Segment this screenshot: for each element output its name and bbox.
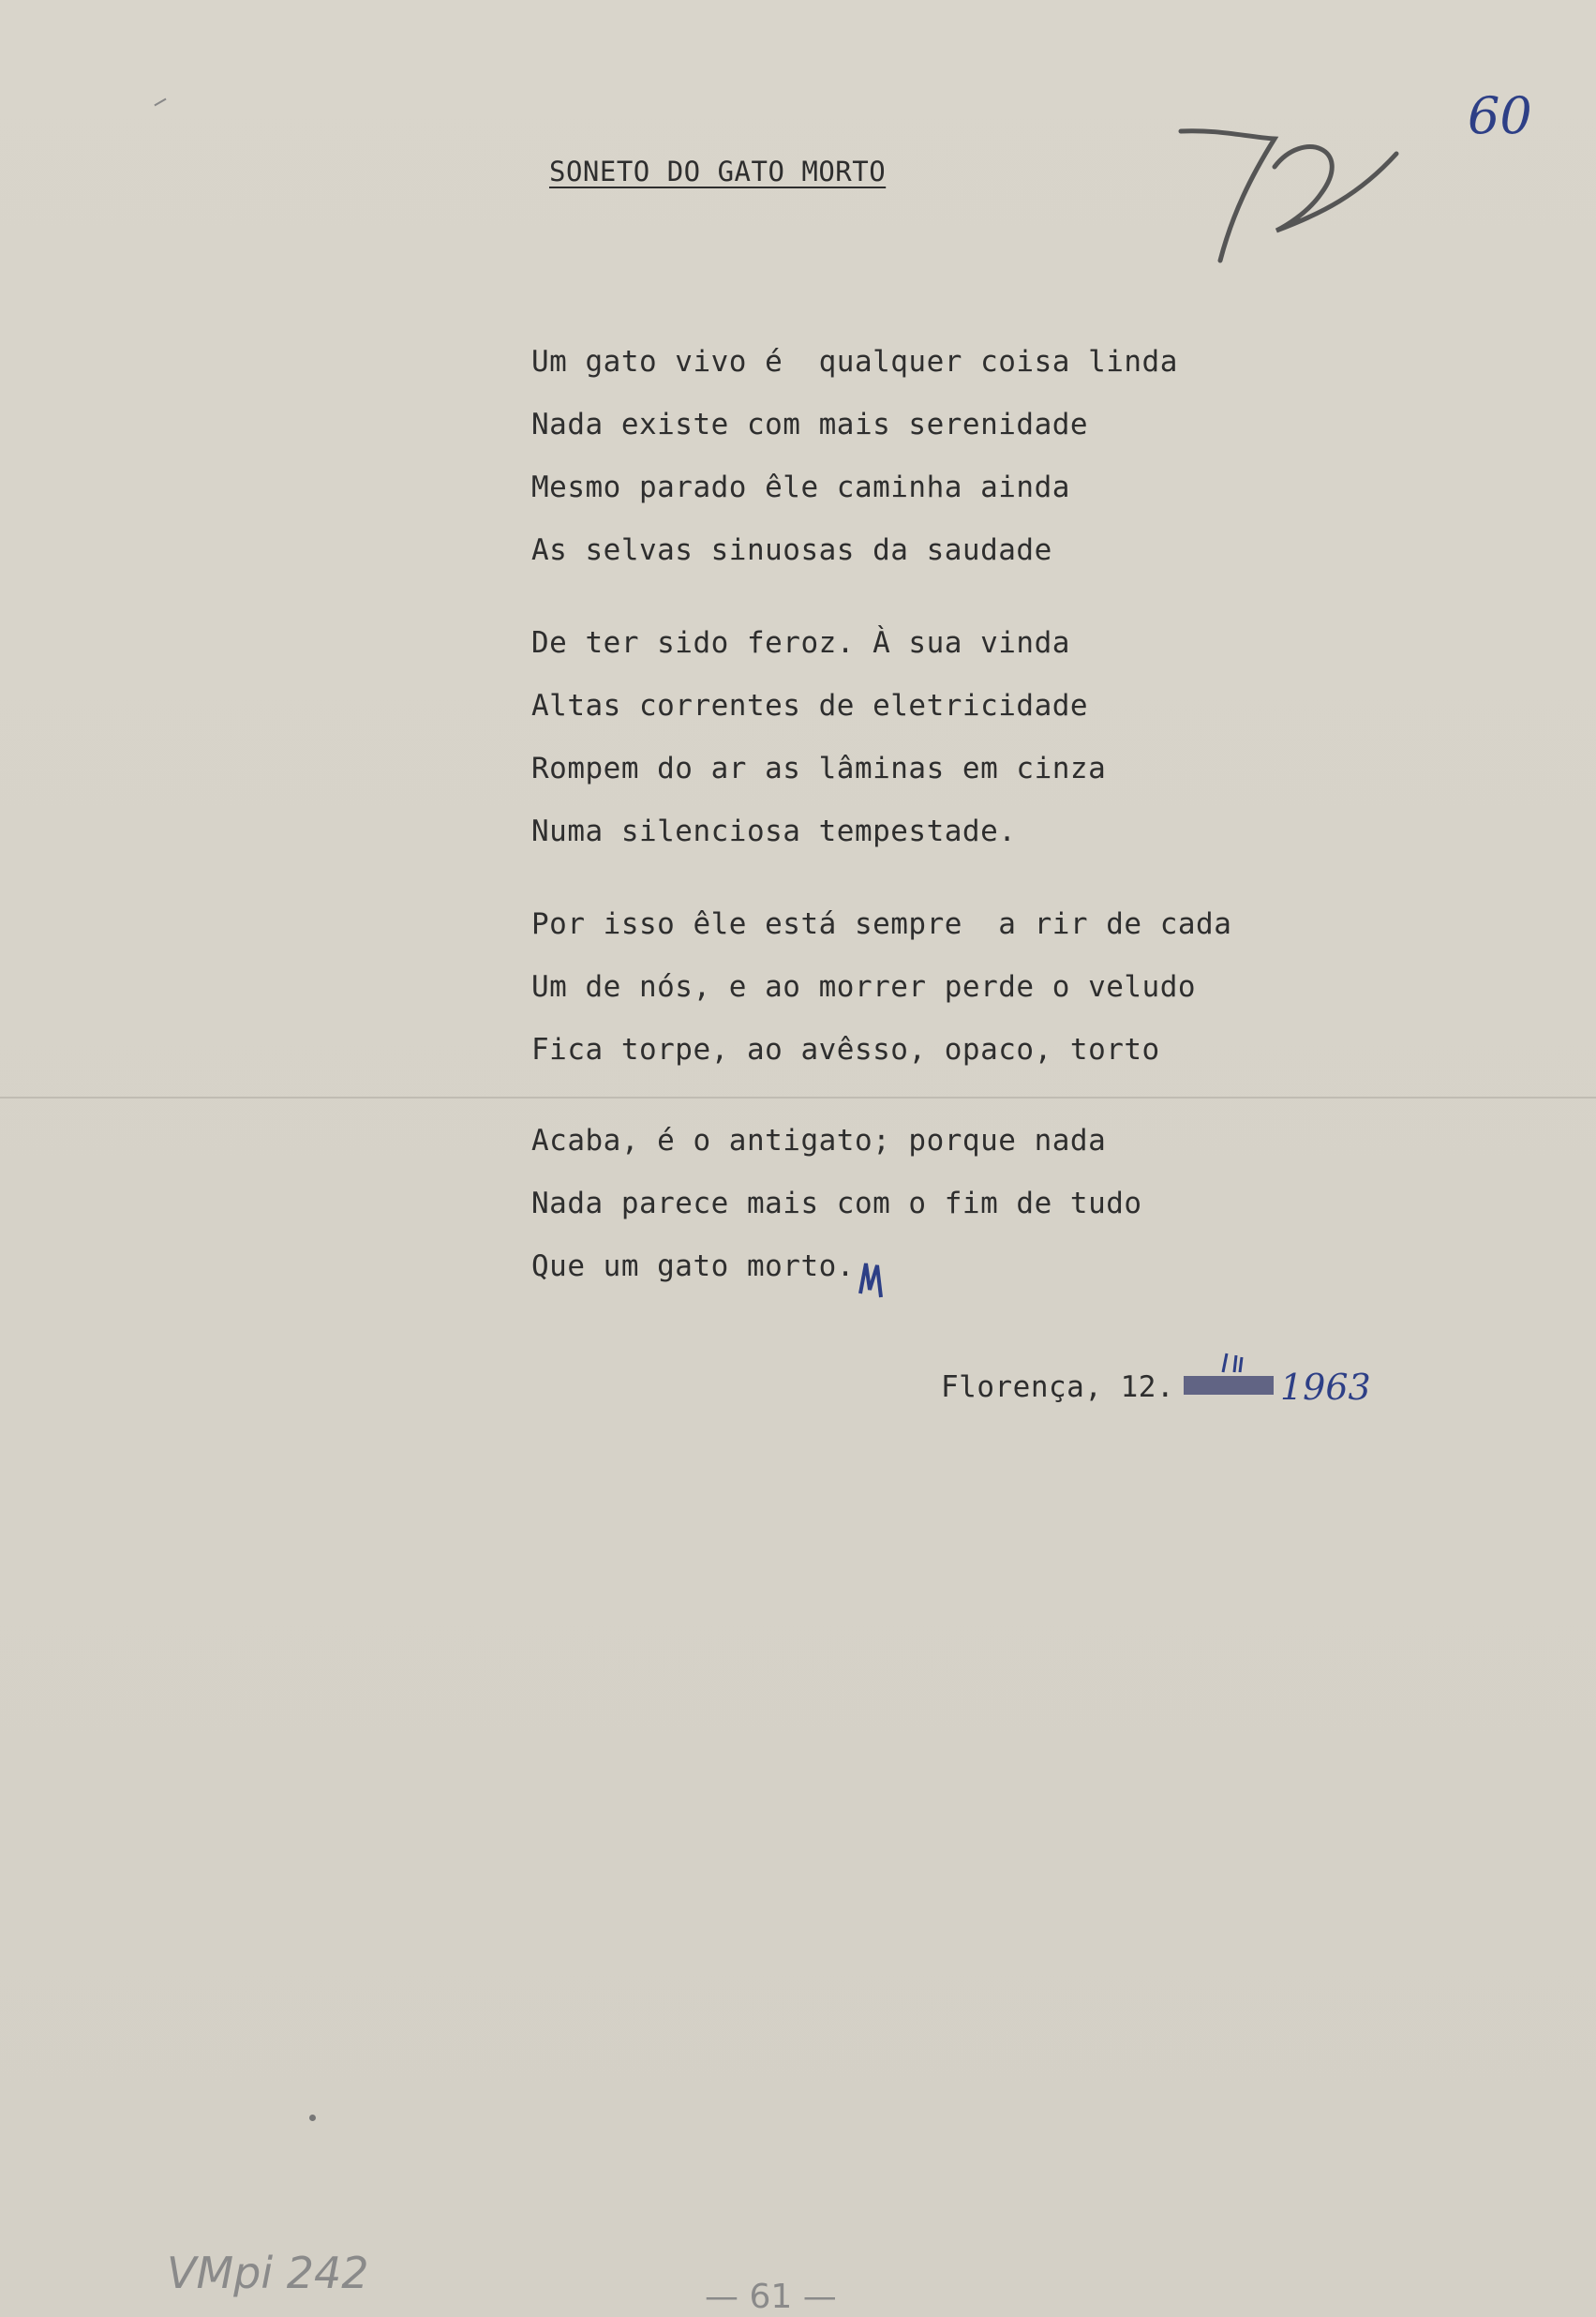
poem-line: De ter sido feroz. À sua vinda	[531, 626, 1070, 660]
archive-number-large-label: 72	[1162, 111, 1163, 112]
archive-number-small: 60	[1468, 86, 1532, 145]
poem-line: Altas correntes de eletricidade	[531, 689, 1089, 723]
poem-line: Nada existe com mais serenidade	[531, 408, 1089, 441]
stanza-4	[531, 1110, 1142, 1298]
struck-month-correction	[1176, 1350, 1279, 1406]
dateline: Florença, 12.	[941, 1370, 1175, 1404]
paper-fold-line	[0, 1097, 1596, 1099]
stanza-1	[531, 331, 1178, 582]
poem-line: Um de nós, e ao morrer perde o veludo	[531, 970, 1197, 1004]
poem-line: Rompem do ar as lâminas em cinza	[531, 752, 1107, 785]
pencil-tick-mark	[154, 98, 166, 107]
poem-line: Numa silenciosa tempestade.	[531, 815, 1017, 848]
poem-line: As selvas sinuosas da saudade	[531, 533, 1052, 567]
poem-title: SONETO DO GATO MORTO	[549, 156, 887, 187]
ink-correction-mark	[853, 1256, 890, 1303]
page-number: — 61 —	[705, 2278, 837, 2316]
paper-speck	[309, 2115, 316, 2121]
stanza-2	[531, 612, 1106, 863]
archive-number-large	[1162, 111, 1406, 270]
pencil-reference: VMpi 242	[167, 2248, 369, 2298]
poem-line: Nada parece mais com o fim de tudo	[531, 1187, 1142, 1220]
poem-line: Que um gato morto.	[531, 1249, 855, 1283]
poem-line: Um gato vivo é qualquer coisa linda	[531, 345, 1178, 379]
poem-line: Fica torpe, ao avêsso, opaco, torto	[531, 1033, 1160, 1067]
poem-line: Mesmo parado êle caminha ainda	[531, 471, 1070, 504]
poem-line: Por isso êle está sempre a rir de cada	[531, 907, 1232, 941]
handwritten-year: 1963	[1280, 1367, 1371, 1408]
stanza-3	[531, 893, 1231, 1082]
poem-line: Acaba, é o antigato; porque nada	[531, 1124, 1107, 1158]
